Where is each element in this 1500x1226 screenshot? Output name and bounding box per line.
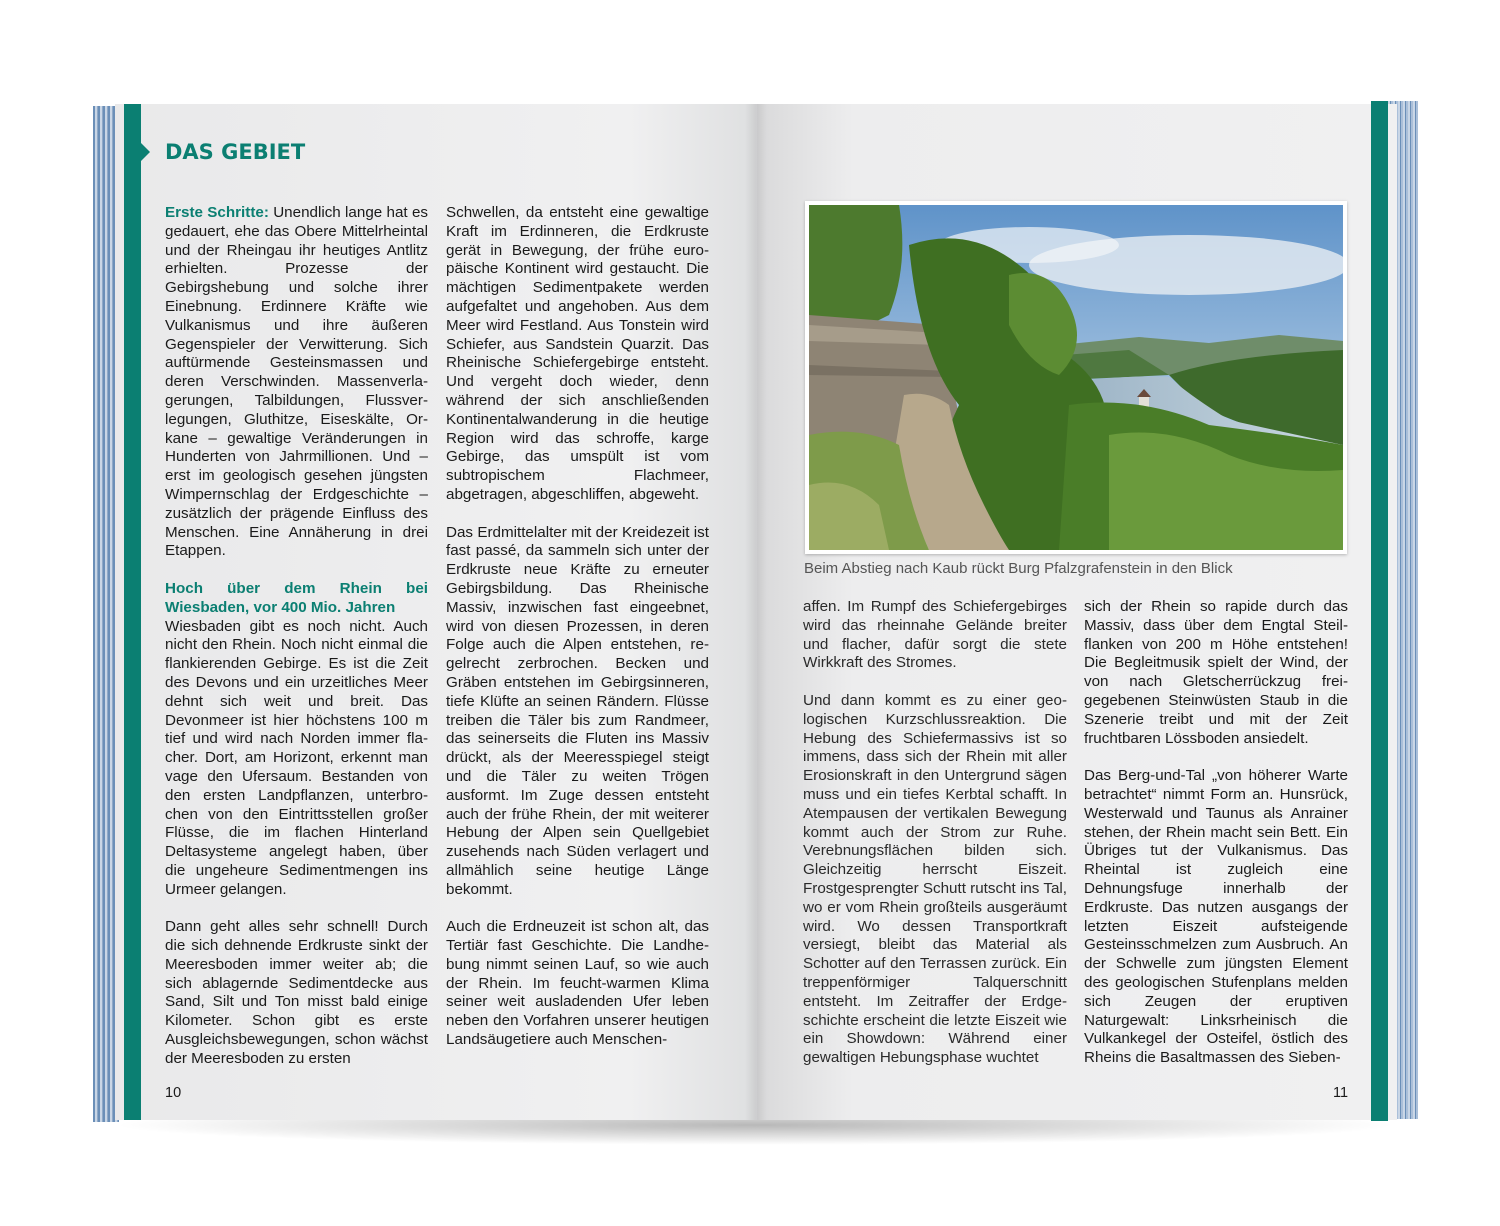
section-title: DAS GEBIET bbox=[165, 140, 306, 164]
landscape-photo bbox=[805, 201, 1347, 554]
book-gutter bbox=[745, 104, 767, 1120]
right-accent-band bbox=[1371, 101, 1388, 1121]
left-column-1 bbox=[165, 204, 428, 1087]
heading-marker-icon bbox=[141, 143, 150, 161]
paragraph bbox=[165, 204, 428, 561]
paragraph-text: Wiesbaden gibt es noch nicht. Auch nicht den Rhein. Noch nicht einmal die flankierenden Gebirge. Es ist die Zeit des Devons und ein urzeitliches Meer dehnt sich weit und breit. Das Devonmeer ist hier höchstens 100 m tief und wird nach Norden immer flacher. Dort, am Horizont, erkennt man vage den Ufersaum. Bestanden von den ersten Landpflanzen, unterbrochen von den Eintrittsstellen großer Flüsse, die im flachen Hinterland Deltasysteme angelegt haben, über die ungeheure Sedimentmengen ins Urmeer gelangen. bbox=[165, 617, 428, 898]
photo-caption: Beim Abstieg nach Kaub rückt Burg Pfalzgrafenstein in den Blick bbox=[804, 560, 1233, 577]
right-column-1 bbox=[803, 598, 1067, 1087]
right-column-2 bbox=[1084, 598, 1348, 1087]
paragraph: Das Erdmittelalter mit der Kreidezeit ist fast passé, da sammeln sich unter der Erdkruste neue Kräfte zu erneuter Gebirgsbildung. Das Rheinische Massiv, inzwischen fast eingeebnet, wird von diesen Prozessen, in deren Folge auch die Alpen entstehen, regelrecht zerbrochen. Becken und Gräben entstehen im Gebirgsinneren, tiefe Klüfte an seinen Rändern. Flüsse treiben die Täler bis zum Randmeer, das seinerseits die Fluten ins Massiv drückt, als der Meeresspiegel steigt und die Täler zu weiten Trögen ausformt. Im Zuge dessen entsteht auch der frühe Rhein, der mit weiterer Hebung der Alpen sein Quellgebiet zusehends nach Süden verlagert und allmählich seine heutige Länge bekommt. bbox=[446, 523, 709, 898]
page-number-right: 11 bbox=[1333, 1085, 1349, 1101]
subheading: Hoch über dem Rhein bei Wiesbaden, vor 400 Mio. Jahren bbox=[165, 579, 428, 616]
paragraph: Auch die Erdneuzeit ist schon alt, das Tertiär fast Geschichte. Die Landhebung nimmt seinen Lauf, so wie auch der Rhein. Im feucht-warmen Klima seiner weit ausladenden Ufer leben neben den Vorfahren unserer heutigen Landsäugetiere auch Menschen- bbox=[446, 918, 709, 1049]
paragraph: sich der Rhein so rapide durch das Massiv, dass über dem Engtal Steilflanken von 200 m Höhe entstehen! Die Begleitmusik spielt der Wind, der von nach Gletscherrückzug freigegebenen Steinwüsten Staub in die Szenerie treibt und mit der Zeit fruchtbaren Lössboden ansiedelt. bbox=[1084, 598, 1348, 747]
left-column-2 bbox=[446, 204, 709, 1069]
paragraph bbox=[165, 580, 428, 900]
paragraph-text: Unendlich lange hat es gedauert, ehe das Obere Mittelrheintal und der Rheingau ihr heutiges Antlitz erhielten. Prozesse der Gebirgshebung und solche ihrer Einebnung. Erdinnere Kräfte wie Vulkanismus und ihre äußeren Gegenspieler der Verwitterung. Sich auftürmende Gesteinsmassen und deren Verschwinden. Massenverlagerungen, Talbildungen, Flussverlegungen, Gluthitze, Eiseskälte, Orkane – gewaltige Veränderungen in Hunderten von Jahrmillionen. Und – erst im geologisch gesehen jüngsten Wimpernschlag der Erdgeschichte – zusätzlich der prägende Einfluss des Menschen. Eine Annäherung in drei Etappen. bbox=[165, 204, 428, 560]
lead-in: Erste Schritte: bbox=[165, 204, 269, 221]
page-number-left: 10 bbox=[165, 1085, 182, 1101]
paragraph: Und dann kommt es zu einer geologischen Kurzschlussreaktion. Die Hebung des Schiefermassivs ist so immens, dass sich der Rhein mit aller Erosionskraft in den Untergrund sägen muss und ein tiefes Kerbtal schafft. In Atempausen der vertikalen Bewegung kommt auch der Strom zur Ruhe. Verebnungsflächen bilden sich. Gleichzeitig herrscht Eiszeit. Frostgesprengter Schutt rutscht ins Tal, wo er vom Rhein großteils ausgeräumt wird. Wo dessen Transportkraft versiegt, bleibt das Material als Schotter auf den Terrassen zurück. Ein treppenförmiger Talquerschnitt entsteht. Im Zeitraffer der Erdgeschichte erscheint die letzte Eiszeit wie ein Showdown: Während einer gewaltigen Hebungsphase wuchtet bbox=[803, 691, 1067, 1067]
rhine-valley-image bbox=[809, 205, 1343, 550]
left-accent-band bbox=[124, 104, 141, 1120]
paragraph: affen. Im Rumpf des Schiefergebirges wird das rheinnahe Gelände breiter und flacher, dafür sorgt die stete Wirkkraft des Stromes. bbox=[803, 598, 1067, 672]
paragraph: Das Berg-und-Tal „von höherer Warte betrachtet“ nimmt Form an. Hunsrück, Westerwald und Taunus als Anrainer stehen, der Rhein macht sein Bett. Ein Übriges tut der Vulkanismus. Das Rheintal ist zugleich eine Dehnungsfuge innerhalb der Erdkruste. Das nutzen ausgangs der letzten Eiszeit aufsteigende Gesteinsschmelzen zum Ausbruch. An der Schwelle zum jüngsten Element des geologischen Stufenplans melden sich Zeugen der eruptiven Naturgewalt: Linksrheinisch die Vulkankegel der Osteifel, östlich des Rheins die Basaltmassen des Sieben- bbox=[1084, 767, 1348, 1067]
paragraph: Schwellen, da entsteht eine gewaltige Kraft im Erdinneren, die Erdkruste gerät in Bewegung, der frühe europäische Kontinent wird gestaucht. Die mächtigen Sedimentpakete werden aufgefaltet und angehoben. Aus dem Meer wird Festland. Aus Tonstein wird Schiefer, aus Sandstein Quarzit. Das Rheinische Schiefergebirge entsteht. Und vergeht doch wieder, denn während der sich anschließenden Kontinentalwanderung in die heutige Region wird das schroffe, karge Gebirge, das umspült ist vom subtropischem Flachmeer, abgetragen, abgeschliffen, abgeweht. bbox=[446, 204, 709, 503]
paragraph: Dann geht alles sehr schnell! Durch die sich dehnende Erdkruste sinkt der Meeresboden immer weiter ab; die sich ablagernde Sedimentdecke aus Sand, Silt und Ton misst bald einige Kilometer. Schon gibt es erste Ausgleichsbewegungen, schon wächst der Meeresboden zu ersten bbox=[165, 918, 428, 1067]
